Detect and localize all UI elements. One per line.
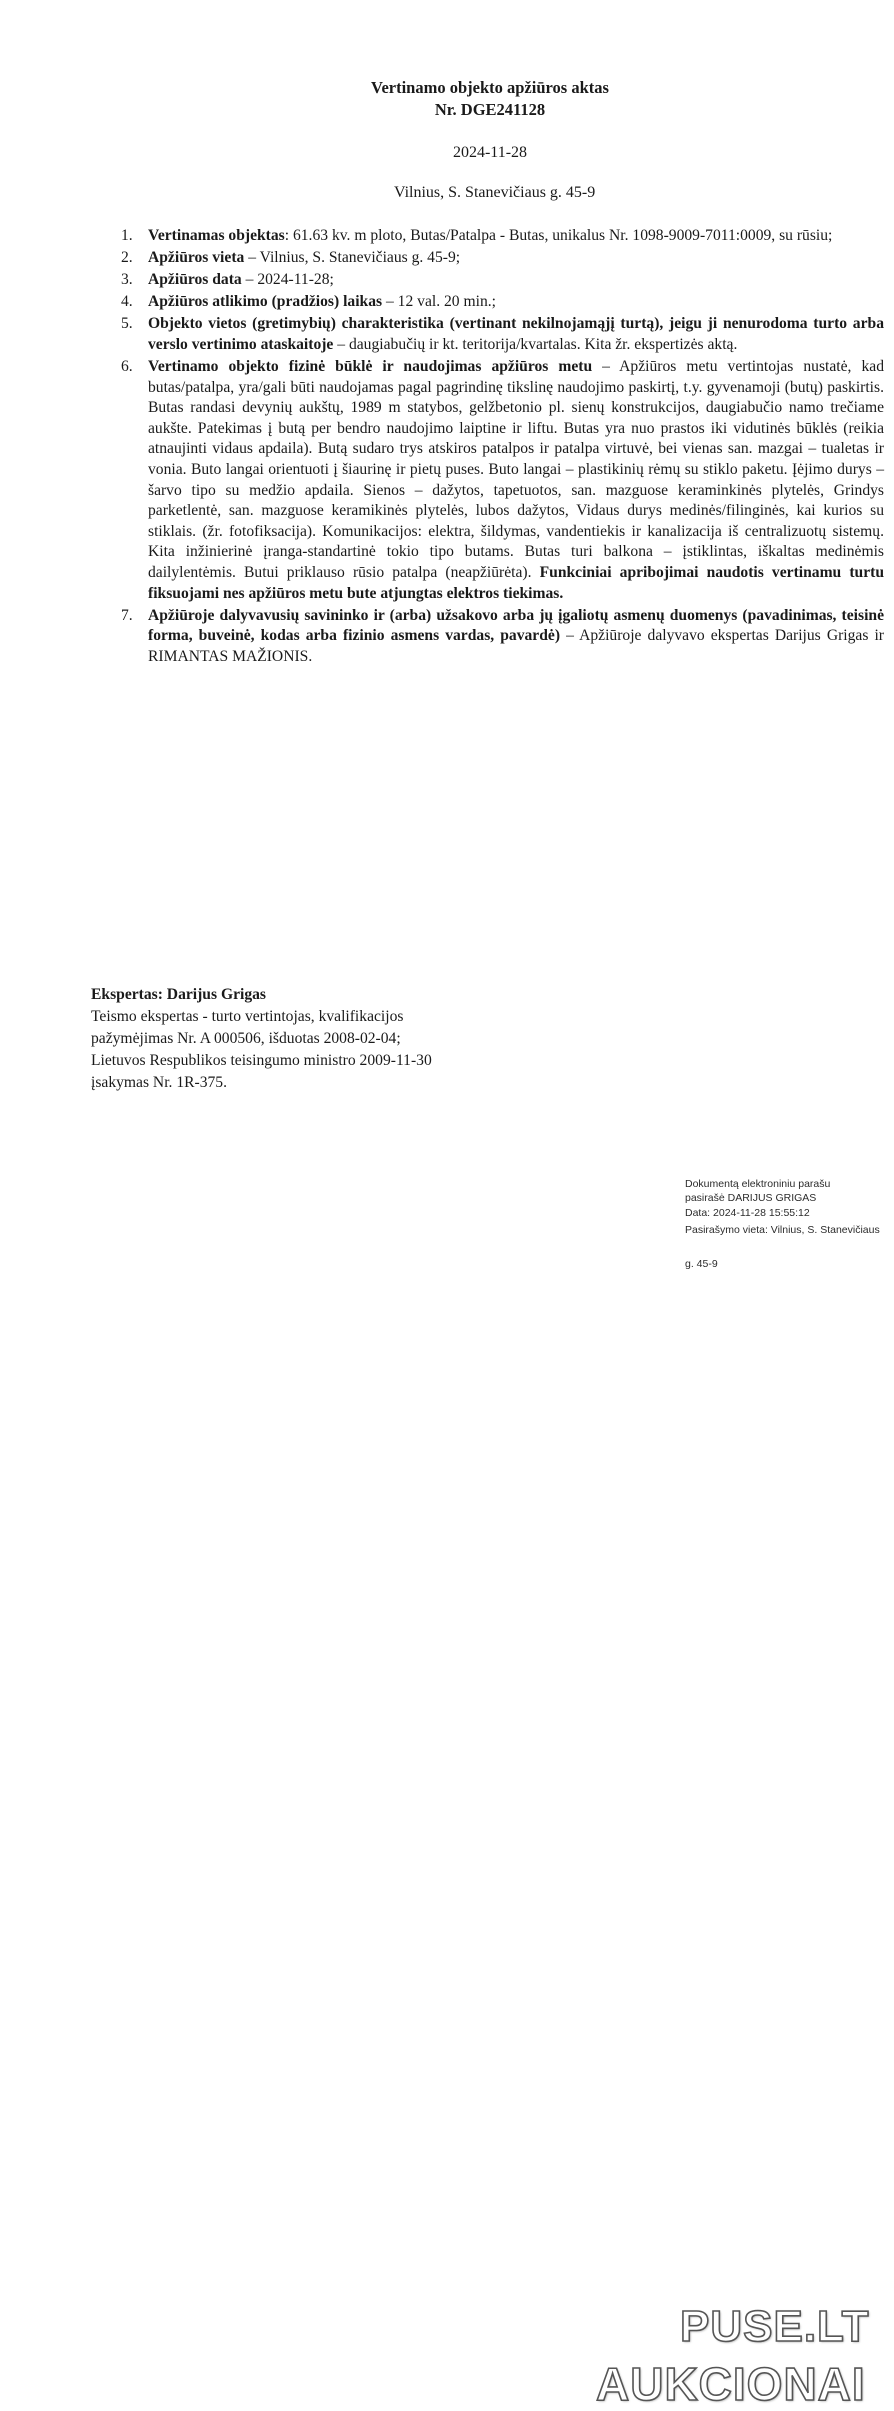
item-number: 1. xyxy=(121,227,133,244)
watermark-logo: AUKCIONAI xyxy=(596,2358,866,2410)
item-number: 6. xyxy=(121,358,133,376)
item-label: Apžiūros atlikimo (pradžios) laikas xyxy=(148,293,383,311)
list-item xyxy=(121,270,884,291)
list-item xyxy=(121,606,884,668)
list-item xyxy=(121,357,884,604)
stamp-line: pasirašė DARIJUS GRIGAS xyxy=(685,1192,817,1204)
item-text: – Apžiūroje dalyvavo ekspertas Darijus Grigas ir RIMANTAS MAŽIONIS. xyxy=(148,627,884,665)
e-signature-stamp xyxy=(590,1152,890,2410)
item-text: : 61.63 kv. m ploto, Butas/Patalpa - Butas, unikalus Nr. 1098-9009-7011:0009, su rūsiu; xyxy=(284,227,833,244)
expert-name: Ekspertas: Darijus Grigas xyxy=(91,986,266,1003)
stamp-line: g. 45-9 xyxy=(685,1258,718,1270)
item-label-restrictions: Funkciniai apribojimai naudotis vertinamu turtu fiksuojami nes apžiūros metu bute atjungtas elektros tiekimas. xyxy=(148,564,884,602)
item-text: – Apžiūros metu vertintojas nustatė, kad butas/patalpa, yra/gali būti naudojamas pagal pagrindinę tikslinę naudojimo paskirtį, t.y. gyvenamoji (butų) paskirtis. Butas randasi devynių aukštų, 1989 m statybos, gelžbetonio pl. sienų konstrukcijos, daugiabučio namo trečiame aukšte. Patekimas į butą per bendro naudojimo laiptine ir liftu. Butas yra nuo prastos iki vidutinės būklės (reikia atnaujinti vidaus apdaila). Butą sudaro trys atskiros patalpos ir patalpa virtuvė, bei vienas san. mazgai – tualetas ir vonia. Buto langai orientuoti į šiaurinę ir pietų puses. Buto langai – plastikinių rėmų su stiklo paketu. Įėjimo durys – šarvo tipo su medžio apdaila. Sienos – dažytos, tapetuotos, san. mazguose keraminkinės plytelės, Grindys parketlentė, san. mazguose keramikinės plytelės, lubos dažytos, Vidaus durys medinės/filinginės, kai kurios su stiklais. (žr. fotofiksacija). Komunikacijos: elektra, šildymas, vandentiekis ir kanalizacija iš centralizuotų sistemų. Kita inžinierinė įranga-standartinė tokio tipo butams. Butas turi balkona – įstiklintas, iškaltas medinėmis dailylentėmis. Butui priklauso rūsio patalpa (neapžiūrėta). xyxy=(148,358,884,581)
item-label: Apžiūros vieta xyxy=(148,249,245,267)
stamp-line: Dokumentą elektroniniu parašu xyxy=(685,1178,831,1190)
stamp-line: Pasirašymo vieta: Vilnius, S. Stanevičiaus xyxy=(685,1224,880,1236)
expert-qualification: Teismo ekspertas - turto vertintojas, kvalifikacijos xyxy=(91,1008,404,1025)
item-text: – Vilnius, S. Stanevičiaus g. 45-9; xyxy=(244,249,461,267)
expert-certificate: pažymėjimas Nr. A 000506, išduotas 2008-02-04; xyxy=(91,1030,401,1047)
document-place: Vilnius, S. Stanevičiaus g. 45-9 xyxy=(394,184,596,201)
document-date: 2024-11-28 xyxy=(452,144,528,161)
document-number: Nr. DGE241128 xyxy=(434,100,546,119)
watermark-logo: PUSE.LT xyxy=(680,2302,870,2351)
item-label: Apžiūroje dalyvavusių savininko ir (arba) užsakovo arba jų įgaliotų asmenų duomenys (pavadinimas, teisinė forma, buveinė, kodas arba fizinio asmens vardas, pavardė) xyxy=(148,606,884,645)
item-label: Objekto vietos (gretimybių) charakteristika (vertinant nekilnojamąjį turtą), jeigu ji nenurodoma turto arba verslo vertinimo ataskaitoje xyxy=(148,315,884,353)
item-number: 7. xyxy=(121,606,133,624)
expert-ministry: Lietuvos Respublikos teisingumo ministro 2009-11-30 xyxy=(91,1052,432,1069)
item-text: – 2024-11-28; xyxy=(241,271,334,289)
document-title: Vertinamo objekto apžiūros aktas xyxy=(371,78,609,97)
item-number: 2. xyxy=(121,249,133,267)
list-item xyxy=(121,226,884,247)
item-label: Vertinamo objekto fizinė būklė ir naudojimas apžiūros metu xyxy=(148,358,593,376)
item-label: Apžiūros data xyxy=(148,271,242,289)
item-text: – 12 val. 20 min.; xyxy=(382,293,496,311)
expert-order: įsakymas Nr. 1R-375. xyxy=(91,1074,228,1091)
item-label: Vertinamas objektas xyxy=(148,227,285,244)
expert-signature-block xyxy=(91,984,451,1094)
list-item xyxy=(121,292,884,313)
item-number: 5. xyxy=(121,315,133,333)
inspection-items xyxy=(121,226,884,669)
stamp-line: Data: 2024-11-28 15:55:12 xyxy=(685,1207,810,1219)
item-text: – daugiabučių ir kt. teritorija/kvartalas. Kita žr. ekspertizės aktą. xyxy=(333,335,738,353)
item-number: 4. xyxy=(121,293,133,311)
list-item xyxy=(121,314,884,355)
item-number: 3. xyxy=(121,271,133,289)
list-item xyxy=(121,248,884,269)
